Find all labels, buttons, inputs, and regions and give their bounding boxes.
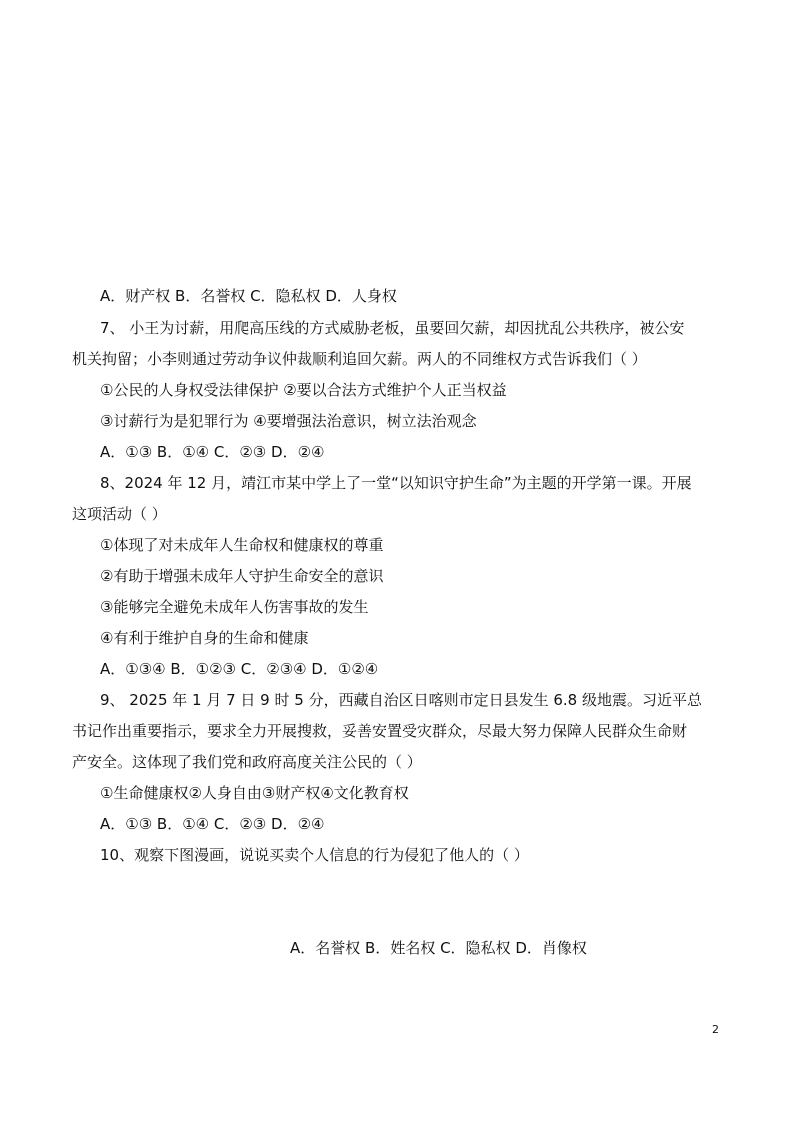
q7-options: A．①③ B．①④ C．②③ D．②④ [100,443,325,461]
q8-item1: ①体现了对未成年人生命权和健康权的尊重 [100,536,384,554]
q8-item3: ③能够完全避免未成年人伤害事故的发生 [100,598,369,616]
q8-stem-line2: 这项活动（ ） [72,505,167,523]
q8-item4: ④有利于维护自身的生命和健康 [100,629,309,647]
q9-stem-line2: 书记作出重要指示，要求全力开展搜救，妥善安置受灾群众，尽最大努力保障人民群众生命财 [72,722,688,740]
q7-stem-line2: 机关拘留；小李则通过劳动争议仲裁顺利追回欠薪。两人的不同维权方式告诉我们（ ） [72,350,647,368]
q9-options: A．①③ B．①④ C．②③ D．②④ [100,815,325,833]
page-number: 2 [712,1023,719,1036]
q7-stem-line1: 7、 小王为讨薪，用爬高压线的方式威胁老板，虽要回欠薪，却因扰乱公共秩序，被公安 [100,319,685,337]
q7-items-row2: ③讨薪行为是犯罪行为 ④要增强法治意识，树立法治观念 [100,412,477,430]
q9-stem-line3: 产安全。这体现了我们党和政府高度关注公民的（ ） [72,753,422,771]
q8-options: A．①③④ B．①②③ C．②③④ D．①②④ [100,660,379,678]
q10-stem: 10、观察下图漫画，说说买卖个人信息的行为侵犯了他人的（ ） [100,846,529,864]
q9-items: ①生命健康权②人身自由③财产权④文化教育权 [100,784,409,802]
q8-stem-line1: 8、2024 年 12 月，靖江市某中学上了一堂“以知识守护生命”为主题的开学第一课。开展 [100,474,692,492]
q6-options: A．财产权 B．名誉权 C．隐私权 D．人身权 [100,287,397,305]
q7-items-row1: ①公民的人身权受法律保护 ②要以合法方式维护个人正当权益 [100,381,507,399]
q9-stem-line1: 9、 2025 年 1 月 7 日 9 时 5 分，西藏自治区日喀则市定日县发生 6.8 级地震。习近平总 [100,691,702,709]
q8-item2: ②有助于增强未成年人守护生命安全的意识 [100,567,384,585]
q10-options: A．名誉权 B．姓名权 C．隐私权 D．肖像权 [290,939,587,957]
